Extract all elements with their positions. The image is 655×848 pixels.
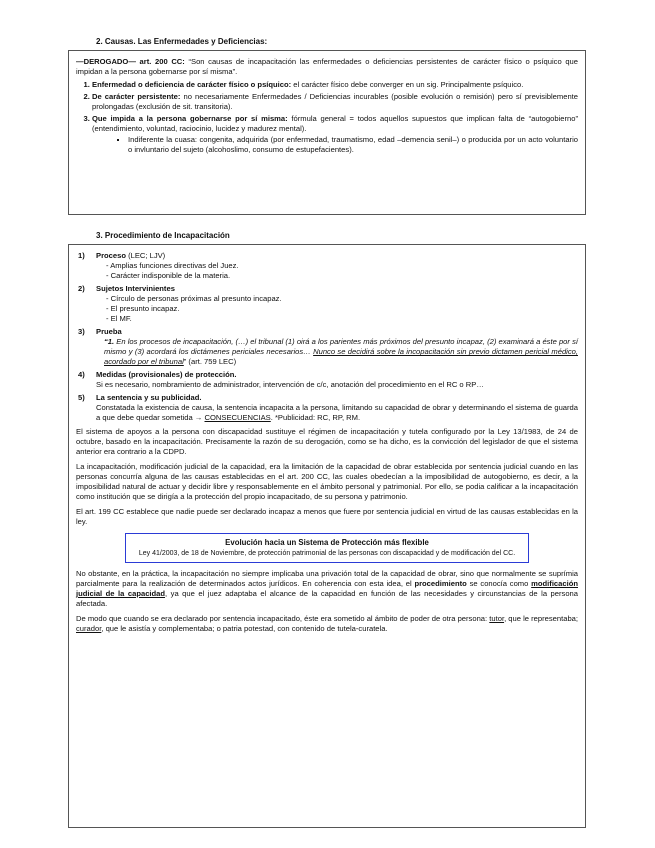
para-bold-underlined: modificación judicial de la capacidad <box>76 578 578 598</box>
evolution-title: Evolución hacia un Sistema de Protección más flexible <box>225 538 429 548</box>
para-text: No obstante, en la práctica, la incapacitación no siempre implicaba una privación total de la capacidad de obrar, sino que normalmente se suprímia parcialmente para la realización de determinados actos jurídicos. En coherencia con esta idea, el <box>76 568 578 588</box>
procedure-step <box>78 327 578 367</box>
para-text: , que le asistía y complementaba; o patria potestad, con contenido de tutela-curatela. <box>101 623 388 633</box>
step-subitem: - Carácter indisponible de la materia. <box>106 271 578 281</box>
step-number: 5) <box>78 393 85 403</box>
step-subitem: - El presunto incapaz. <box>106 304 578 314</box>
cause-text: no necesariamente Enfermedades / Deficiencias incurables (posible evolución o remisión) pero sí previsiblemente prolongadas (exclusión de sit. transitoria). <box>92 92 579 112</box>
sentencia-tail: . *Publicidad: RC, RP, RM. <box>270 413 361 423</box>
causes-list <box>76 80 578 155</box>
para-text: , que le representaba; <box>504 613 579 623</box>
cause-heading: De carácter persistente: <box>92 92 181 102</box>
step-subitem: - Amplias funciones directivas del Juez. <box>106 261 578 271</box>
derogado-label: —DEROGADO— art. 200 CC: <box>76 57 185 66</box>
step-subitem: - El MF. <box>106 314 578 324</box>
section-2-box <box>68 50 586 215</box>
para-text: , ya que el juez adaptaba el alcance de la capacidad en función de las necesidades y circunstancias de la persona afectada. <box>76 588 578 608</box>
cause-item <box>92 92 578 112</box>
derogado-paragraph <box>76 57 578 77</box>
procedure-list <box>76 251 578 423</box>
cause-sublist <box>92 135 578 155</box>
step-number: 4) <box>78 370 85 380</box>
consecuencias-link[interactable]: CONSECUENCIAS <box>204 413 271 423</box>
cause-item <box>92 114 578 155</box>
procedure-step <box>78 284 578 324</box>
para-text: se conocía como <box>466 578 532 588</box>
curador-term: curador <box>76 623 102 633</box>
quote-citation: ” (art. 759 LEC) <box>183 357 237 367</box>
evolution-text: Ley 41/2003, de 18 de Noviembre, de protección patrimonial de las personas con discapacidad y de modificación del CC. <box>138 549 516 557</box>
step-heading-tail: (LEC; LJV) <box>125 251 166 260</box>
paragraph-no-obstante <box>76 569 578 609</box>
step-number: 2) <box>78 284 85 294</box>
cause-subitem: ▪ Indiferente la cuasa: congenita, adquirida (por enfermedad, traumatismo, edad –demencia senil–) o producida por un acto voluntario o invluntario del sujeto (alcohoslimo, consumo de estupefacientes). <box>128 135 578 155</box>
procedure-step <box>78 370 578 390</box>
paragraph-incapacitacion: La incapacitación, modificación judicial de la capacidad, era la limitación de la capacidad de obrar establecida por sentencia judicial cuando en las personas concurría alguna de las causas establecidas en el art. 200 CC, las cuales obedecían a la imposibilidad de autogobierno, es decir, a la imposibilidad natural de actuar y decidir libre y responsablemente en el ámbito personal y patrimonial. Por ello, se podia calificar a la incapacitación como institución que se dirigía a la protección del propio incapacitado, de su persona y patrimonio. <box>76 462 578 502</box>
step-heading: Proceso <box>96 251 126 260</box>
para-bold: procedimiento <box>414 578 467 588</box>
cause-text: fórmula general = todos aquellos supuestos que implican falta de “autogobierno” (entendimiento, voluntad, raciocinio, lucidez y madurez mental). <box>92 114 578 134</box>
section-3-box <box>68 244 586 828</box>
step-heading: Prueba <box>96 327 122 337</box>
step-heading: La sentencia y su publicidad. <box>96 393 202 403</box>
step-heading: Medidas (provisionales) de protección. <box>96 370 237 380</box>
derogado-text: “Son causas de incapacitación las enfermedades o deficiencias persistentes de carácter físico o psíquico que impidan a la persona gobernarse por sí misma”. <box>76 57 578 77</box>
step-text <box>96 403 578 423</box>
sentencia-text: Constatada la existencia de causa, la sentencia incapacita a la persona, limitando su capacidad de obrar y determinando el sistema de guarda a que debe quedar sometida → <box>96 403 578 423</box>
cause-heading: Enfermedad o deficiencia de carácter físico o psíquico: <box>92 80 292 90</box>
step-text: Si es necesario, nombramiento de administrador, intervención de c/c, anotación del procedimiento en el RC o RP… <box>96 380 484 390</box>
step-number: 1) <box>78 251 85 260</box>
prueba-quote <box>96 337 578 367</box>
evolution-callout <box>125 533 529 563</box>
paragraph-de-modo-que <box>76 614 578 634</box>
procedure-step <box>78 251 578 281</box>
paragraph-art-199: El art. 199 CC establece que nadie puede ser declarado incapaz a menos que fuere por sentencia judicial en virtud de las causas establecidas en la ley. <box>76 507 578 527</box>
step-subitem: - Círculo de personas próximas al presunto incapaz. <box>106 294 578 304</box>
step-sublist <box>96 261 578 281</box>
step-heading: Sujetos Intervinientes <box>96 284 175 294</box>
step-sublist <box>96 294 578 324</box>
section-3-title: 3. Procedimiento de Incapacitación <box>96 231 230 240</box>
cause-heading: Que impida a la persona gobernarse por sí misma: <box>92 114 288 124</box>
para-text: De modo que cuando se era declarado por sentencia incapacitado, éste era sometido al ámbito de poder de otra persona: <box>76 613 490 623</box>
section-2-title: 2. Causas. Las Enfermedades y Deficiencias: <box>96 37 268 46</box>
cause-text: el carácter físico debe converger en un sig. Principalmente psíquico. <box>291 80 524 90</box>
paragraph-sistema-apoyos: El sistema de apoyos a la persona con discapacidad sustituye el régimen de incapacitación y tutela configurado por la Ley 13/1983, de 24 de octubre, basado en la incapacitación. Precisamente la razón de su derogación, como se ha dicho, es la convicción del legislador de que el sistema anterior era contrario a la CDPD. <box>76 427 578 457</box>
quote-underlined: Nunco se decidirá sobre la incopacitación sin previo dictamen pericial médico, acordado por el tribunal <box>104 347 578 367</box>
procedure-step <box>78 393 578 423</box>
quote-text: En los procesos de incapacitación, (…) el tribunal (1) oirá a los parientes más próximos del presunto incapaz, (2) examinará a éste por sí mismo y (3) acordará los dictámenes periciales necesarios… <box>104 337 578 357</box>
step-number: 3) <box>78 327 85 337</box>
quote-number: “1. <box>104 337 115 347</box>
cause-item <box>92 80 578 90</box>
tutor-term: tutor <box>489 613 505 623</box>
